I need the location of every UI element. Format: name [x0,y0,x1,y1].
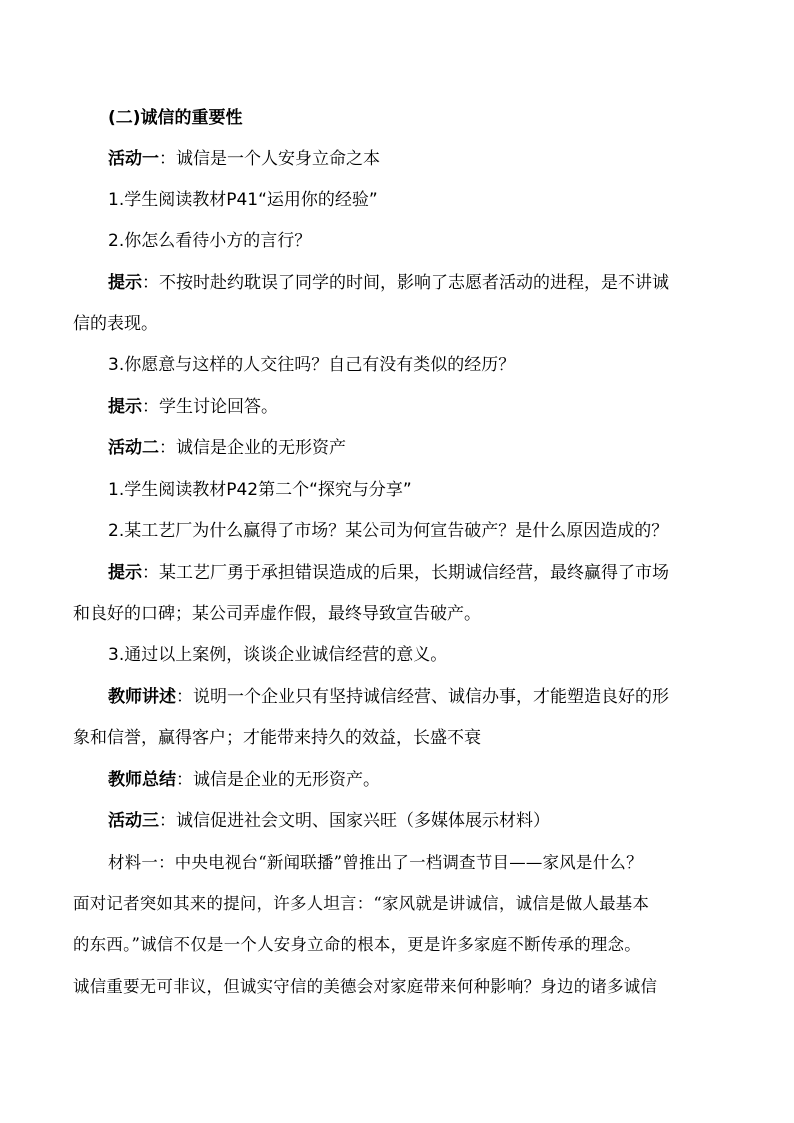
hint-text: ：不按时赴约耽误了同学的时间，影响了志愿者活动的进程，是不讲诚 [142,273,669,293]
material-line: 的东西。”诚信不仅是一个人安身立命的根本，更是许多家庭不断传承的理念。 [73,935,641,954]
activity2-teacher-continuation: 象和信誉，赢得客户；才能带来持久的效益，长盛不衰 [73,728,481,748]
activity1-item3: 3.你愿意与这样的人交往吗？自己有没有类似的经历？ [108,355,516,375]
activity2-item2: 2.某工艺厂为什么赢得了市场？某公司为何宣告破产？是什么原因造成的？ [108,521,669,541]
activity2-summary [108,768,380,792]
teacher-statement-label: 教师讲述 [108,687,176,707]
activity1-item1: 1.学生阅读教材P41“运用你的经验” [108,190,378,210]
activity2-title: ：诚信是企业的无形资产 [159,438,346,458]
activity1-label: 活动一 [108,149,159,169]
material-line: 面对记者突如其来的提问，许多人坦言：“家风就是讲诚信，诚信是做人最基本 [73,894,650,913]
activity1-item2: 2.你怎么看待小方的言行？ [108,231,312,251]
activity2-item1: 1.学生阅读教材P42第二个“探究与分享” [108,480,412,500]
activity3-heading [108,809,550,833]
activity2-teacher-statement [108,685,669,709]
summary-label: 教师总结 [108,770,176,790]
material-line: 材料一：中央电视台“新闻联播”曾推出了一档调查节目——家风是什么？ [108,853,643,872]
activity2-item3: 3.通过以上案例，谈谈企业诚信经营的意义。 [108,645,448,665]
summary-text: ：诚信是企业的无形资产。 [176,770,380,790]
activity3-label: 活动三 [108,811,159,831]
section-heading: (二)诚信的重要性 [108,108,243,128]
activity3-title: ：诚信促进社会文明、国家兴旺（多媒体展示材料） [159,811,550,831]
activity2-heading [108,436,346,460]
activity1-heading [108,147,380,171]
teacher-statement-text: ：说明一个企业只有坚持诚信经营、诚信办事，才能塑造良好的形 [176,687,669,707]
hint-label: 提示 [108,563,142,583]
hint-text: ：学生讨论回答。 [142,397,278,417]
activity2-hint-continuation: 和良好的口碑；某公司弄虚作假，最终导致宣告破产。 [73,604,481,624]
activity2-hint [108,561,669,585]
activity1-hint1 [108,271,669,295]
activity1-hint2 [108,395,278,419]
hint-label: 提示 [108,273,142,293]
material-line: 诚信重要无可非议，但诚实守信的美德会对家庭带来何种影响？身边的诸多诚信 [73,977,658,996]
hint-label: 提示 [108,397,142,417]
activity1-title: ：诚信是一个人安身立命之本 [159,149,380,169]
hint-text: ：某工艺厂勇于承担错误造成的后果，长期诚信经营，最终赢得了市场 [142,563,669,583]
activity1-hint1-continuation: 信的表现。 [73,314,158,334]
activity2-label: 活动二 [108,438,159,458]
